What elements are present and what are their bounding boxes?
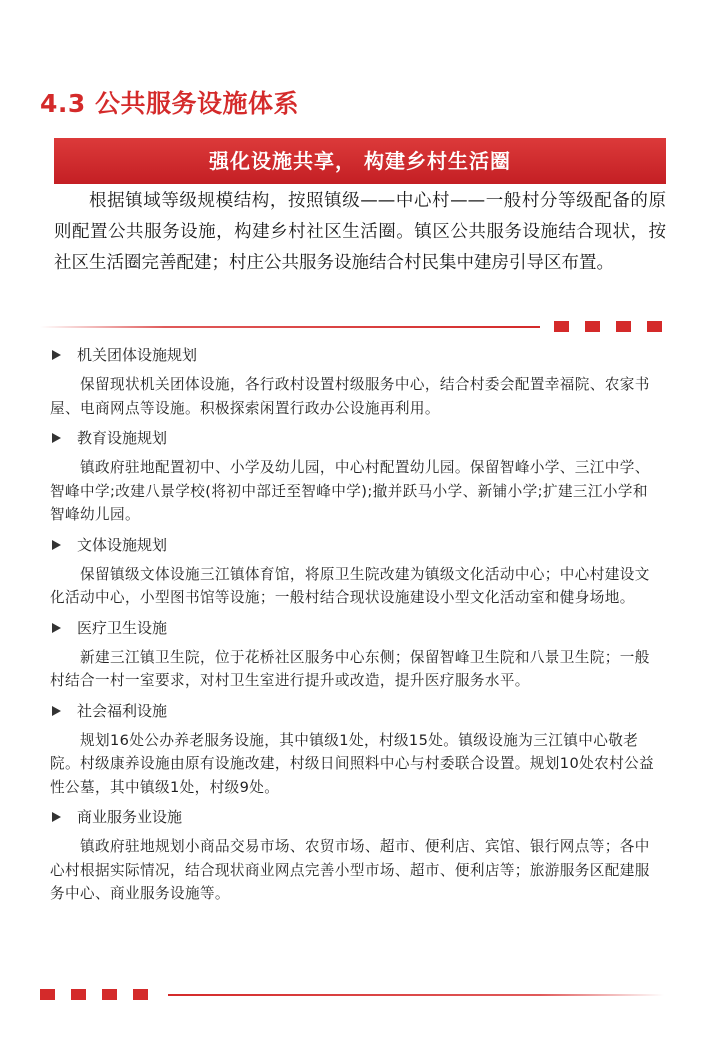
section-body: 镇政府驻地配置初中、小学及幼儿园，中心村配置幼儿园。保留智峰小学、三江中学、智峰中学;改建八景学校(将初中部迁至智峰中学);撤并跃马小学、新铺小学;扩建三江小学和智峰幼儿园。 (50, 459, 650, 523)
section-heading (50, 344, 662, 366)
triangle-right-icon (52, 706, 61, 716)
triangle-right-icon (52, 433, 61, 443)
intro-paragraph: 根据镇域等级规模结构，按照镇级——中心村——一般村分等级配备的原则配置公共服务设施，构建乡村社区生活圈。镇区公共服务设施结合现状，按社区生活圈完善配建；村庄公共服务设施结合村民集中建房引导区布置。 (54, 191, 666, 273)
section-heading (50, 806, 662, 828)
section (50, 700, 662, 800)
section-heading (50, 534, 662, 556)
section (50, 344, 662, 420)
section (50, 534, 662, 610)
section (50, 427, 662, 527)
bottom-divider-line (168, 994, 664, 996)
decor-square (554, 321, 569, 332)
section-body: 规划16处公办养老服务设施，其中镇级1处，村级15处。镇级设施为三江镇中心敬老院。村级康养设施由原有设施改建，村级日间照料中心与村委联合设置。规划10处农村公益性公墓，其中镇级1处，村级9处。 (50, 731, 655, 796)
section-heading (50, 700, 662, 722)
section-heading (50, 617, 662, 639)
decor-square (616, 321, 631, 332)
section-heading-text: 机关团体设施规划 (77, 346, 198, 364)
section-heading-text: 文体设施规划 (77, 535, 168, 554)
section (50, 806, 662, 906)
decor-square (585, 321, 600, 332)
section-body: 保留镇级文体设施三江镇体育馆，将原卫生院改建为镇级文化活动中心；中心村建设文化活动中心，小型图书馆等设施；一般村结合现状设施建设小型文化活动室和健身场地。 (50, 565, 650, 606)
section (50, 617, 662, 693)
top-divider-line (40, 326, 540, 328)
section-body: 新建三江镇卫生院，位于花桥社区服务中心东侧；保留智峰卫生院和八景卫生院；一般村结合一村一室要求，对村卫生室进行提升或改造，提升医疗服务水平。 (50, 648, 650, 689)
section-heading-text: 社会福利设施 (77, 701, 168, 720)
section-heading-text: 医疗卫生设施 (77, 618, 168, 637)
page-title: 4.3 公共服务设施体系 (40, 89, 299, 118)
triangle-right-icon (52, 623, 61, 633)
decor-square (647, 321, 662, 332)
section-banner: 强化设施共享， 构建乡村生活圈 (54, 138, 666, 184)
decor-square (71, 989, 86, 1000)
decor-square (40, 989, 55, 1000)
triangle-right-icon (52, 812, 61, 822)
section-heading-text: 商业服务业设施 (77, 808, 183, 826)
section-body: 镇政府驻地规划小商品交易市场、农贸市场、超市、便利店、宾馆、银行网点等；各中心村根据实际情况，结合现状商业网点完善小型市场、超市、便利店等；旅游服务区配建服务中心、商业服务设施等。 (50, 838, 650, 902)
section-body: 保留现状机关团体设施，各行政村设置村级服务中心，结合村委会配置幸福院、农家书屋、电商网点等设施。积极探索闲置行政办公设施再利用。 (50, 376, 650, 417)
section-heading (50, 427, 662, 449)
triangle-right-icon (52, 540, 61, 550)
decor-square (102, 989, 117, 1000)
sections-list (50, 344, 662, 913)
section-heading-text: 教育设施规划 (77, 429, 168, 447)
triangle-right-icon (52, 350, 61, 360)
decor-square (133, 989, 148, 1000)
